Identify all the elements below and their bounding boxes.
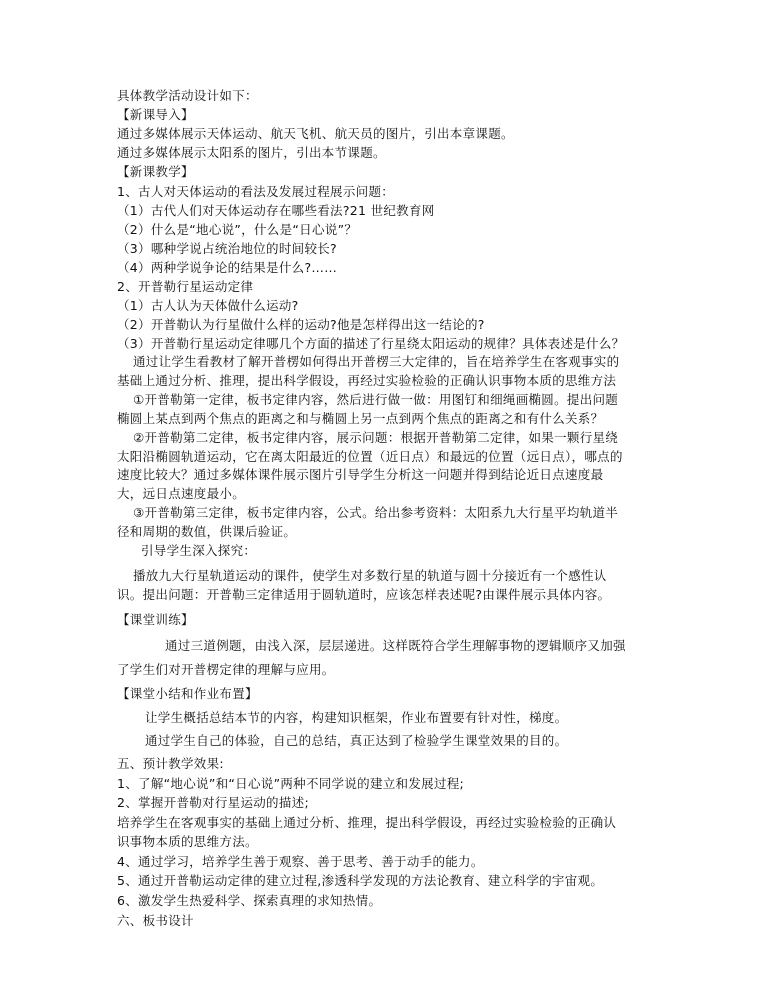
paragraph-line: 了学生们对开普楞定律的理解与应用。 bbox=[117, 662, 335, 677]
paragraph-line: 径和周期的数值，供课后验证。 bbox=[117, 524, 297, 539]
paragraph-line: 通过让学生看教材了解开普楞如何得出开普楞三大定律的，旨在培养学生在客观事实的 bbox=[133, 354, 620, 369]
paragraph-line: 播放九大行星轨道运动的课件，使学生对多数行星的轨道与圆十分接近有一个感性认 bbox=[133, 568, 607, 583]
section-heading: 【新课教学】 bbox=[117, 164, 194, 179]
paragraph-line: 让学生概括总结本节的内容，构建知识框架，作业布置要有针对性，梯度。 bbox=[145, 710, 568, 725]
section-heading: 六、板书设计 bbox=[117, 913, 194, 928]
list-item: 1、了解“地心说”和“日心说”两种不同学说的建立和发展过程; bbox=[117, 776, 465, 791]
subheading: 2、开普勒行星运动定律 bbox=[117, 279, 254, 294]
question-line: （2）什么是“地心说”，什么是“日心说”？ bbox=[117, 222, 358, 237]
intro-line: 具体教学活动设计如下： bbox=[117, 88, 258, 103]
section-heading: 【课堂训练】 bbox=[117, 612, 194, 627]
paragraph-line: 大，远日点速度最小。 bbox=[117, 486, 246, 501]
paragraph-line: 引导学生深入探究： bbox=[141, 543, 257, 558]
question-line: （1）古代人们对天体运动存在哪些看法?21 世纪教育网 bbox=[117, 203, 435, 218]
paragraph-line: 通过三道例题，由浅入深，层层递进。这样既符合学生理解事物的逻辑顺序又加强 bbox=[165, 638, 626, 653]
question-line: （1）古人认为天体做什么运动? bbox=[117, 298, 299, 313]
list-item: 2、掌握开普勒对行星运动的描述; bbox=[117, 795, 309, 810]
paragraph-line: 太阳沿椭圆轨道运动，它在离太阳最近的位置（近日点）和最远的位置（远日点），哪点的 bbox=[117, 449, 623, 464]
paragraph-line: ③开普勒第三定律，板书定律内容，公式。给出参考资料：太阳系九大行星平均轨道半 bbox=[133, 505, 619, 520]
paragraph-line: 通过学生自己的体验，自己的总结，真正达到了检验学生课堂效果的目的。 bbox=[145, 733, 568, 748]
list-item: 5、通过开普勒运动定律的建立过程,渗透科学发现的方法论教育、建立科学的宇宙观。 bbox=[117, 873, 604, 888]
paragraph-line: 椭圆上某点到两个焦点的距离之和与椭圆上另一点到两个焦点的距离之和有什么关系？ bbox=[117, 411, 604, 426]
section-heading: 【课堂小结和作业布置】 bbox=[117, 686, 258, 701]
paragraph-line: 识。提出问题：开普勒三定律适用于圆轨道时，应该怎样表述呢?由课件展示具体内容。 bbox=[117, 587, 611, 602]
question-line: （4）两种学说争论的结果是什么?…… bbox=[117, 260, 337, 275]
paragraph-line: 通过多媒体展示太阳系的图片，引出本节课题。 bbox=[117, 145, 386, 160]
question-line: （3）开普勒行星运动定律哪几个方面的描述了行星绕太阳运动的规律？具体表述是什么？ bbox=[117, 336, 625, 351]
paragraph-line: ②开普勒第二定律，板书定律内容，展示问题：根据开普勒第二定律，如果一颗行星绕 bbox=[133, 430, 619, 445]
list-item: 4、通过学习，培养学生善于观察、善于思考、善于动手的能力。 bbox=[117, 854, 484, 869]
paragraph-line: 培养学生在客观事实的基础上通过分析、推理，提出科学假设，再经过实验检验的正确认 bbox=[117, 815, 617, 830]
paragraph-line: 识事物本质的思维方法。 bbox=[117, 834, 258, 849]
paragraph-line: 速度比较大？通过多媒体课件展示图片引导学生分析这一问题并得到结论近日点速度最 bbox=[117, 467, 604, 482]
list-item: 6、激发学生热爱科学、探索真理的求知热情。 bbox=[117, 893, 382, 908]
question-line: （3）哪种学说占统治地位的时间较长? bbox=[117, 241, 337, 256]
question-line: （2）开普勒认为行星做什么样的运动?他是怎样得出这一结论的? bbox=[117, 317, 485, 332]
paragraph-line: 通过多媒体展示天体运动、航天飞机、航天员的图片，引出本章课题。 bbox=[117, 126, 514, 141]
section-heading: 【新课导入】 bbox=[117, 107, 194, 122]
section-heading: 五、预计教学效果: bbox=[117, 756, 224, 771]
paragraph-line: 基础上通过分析、推理，提出科学假设，再经过实验检验的正确认识事物本质的思维方法 bbox=[117, 373, 617, 388]
paragraph-line: ①开普勒第一定律，板书定律内容，然后进行做一做：用图钉和细绳画椭圆。提出问题 bbox=[133, 392, 619, 407]
subheading: 1、古人对天体运动的看法及发展过程展示问题： bbox=[117, 184, 395, 199]
